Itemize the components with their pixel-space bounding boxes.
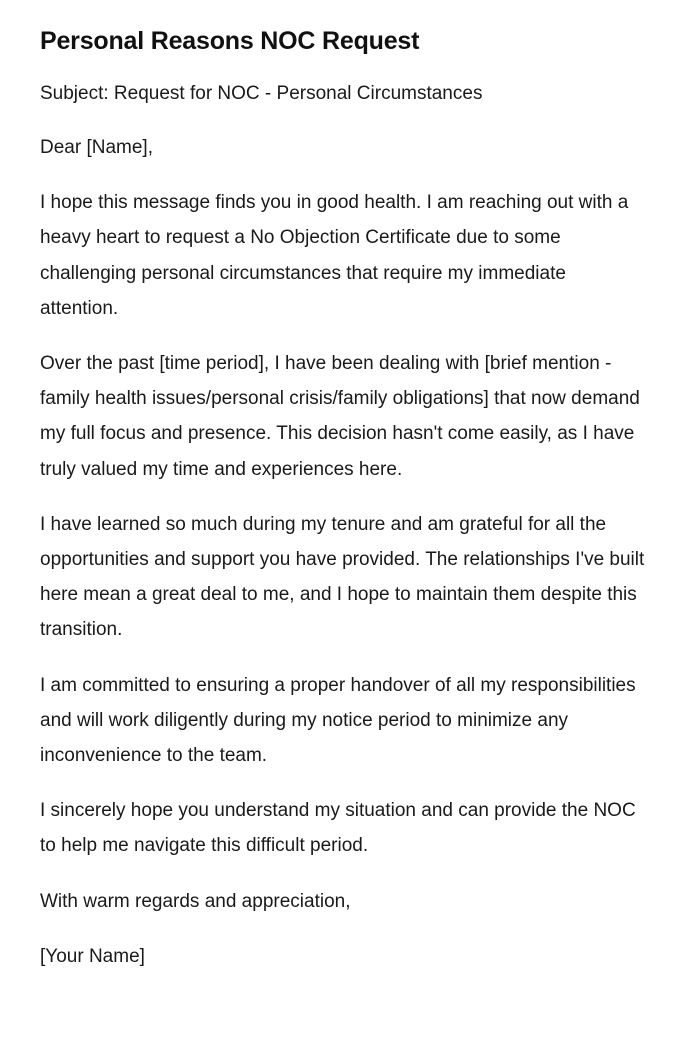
body-paragraph-3: I have learned so much during my tenure and am grateful for all the opportunities and support you have provided. The relationships I've built here mean a great deal to me, and I hope to maintain them despite this transition. — [40, 513, 645, 641]
body-paragraph-4: I am committed to ensuring a proper handover of all my responsibilities and will work diligently during my notice period to minimize any inconvenience to the team. — [40, 674, 636, 767]
body-paragraph-5: I sincerely hope you understand my situation and can provide the NOC to help me navigate this difficult period. — [40, 800, 636, 857]
subject-line: Subject: Request for NOC - Personal Circumstances — [40, 83, 483, 104]
body-paragraph-2: Over the past [time period], I have been dealing with [brief mention - family health issues/personal crisis/family obligations] that now demand my full focus and presence. This decision hasn't come easily, as I have truly valued my time and experiences here. — [40, 353, 640, 480]
signature: [Your Name] — [40, 945, 145, 967]
salutation: Dear [Name], — [40, 137, 153, 158]
closing-line: With warm regards and appreciation, — [40, 890, 351, 912]
body-paragraph-1: I hope this message finds you in good health. I am reaching out with a heavy heart to request a No Objection Certificate due to some challenging personal circumstances that require my immediate attention. — [40, 192, 629, 319]
document-title: Personal Reasons NOC Request — [40, 27, 420, 55]
